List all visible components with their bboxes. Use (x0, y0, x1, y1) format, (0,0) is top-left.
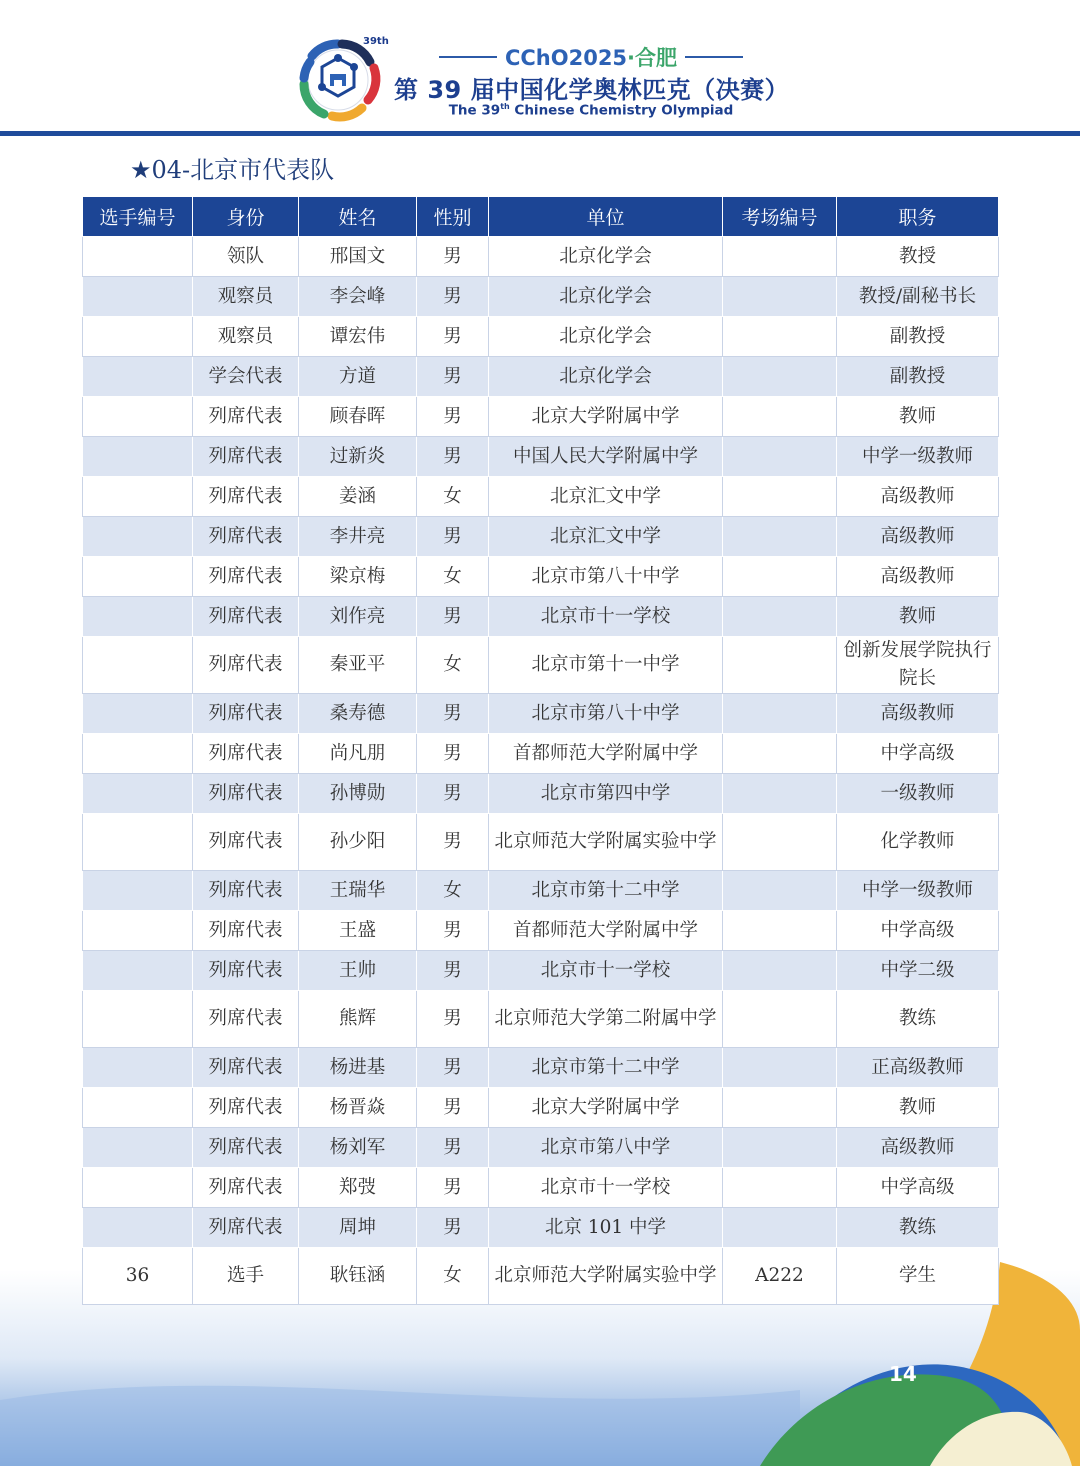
cell-name: 过新炎 (299, 437, 417, 477)
cell-organization: 北京市第八十中学 (489, 694, 723, 734)
event-title-en-suffix: Chinese Chemistry Olympiad (509, 102, 734, 119)
cell-contestant-id (83, 774, 193, 814)
cell-name: 李会峰 (299, 277, 417, 317)
cell-role: 列席代表 (193, 477, 299, 517)
cell-role: 列席代表 (193, 1128, 299, 1168)
cell-position: 高级教师 (837, 694, 999, 734)
cell-contestant-id (83, 1088, 193, 1128)
cell-position: 中学高级 (837, 911, 999, 951)
cell-organization: 中国人民大学附属中学 (489, 437, 723, 477)
column-header-name: 姓名 (299, 197, 417, 237)
cell-position: 教练 (837, 991, 999, 1048)
cell-exam-room (723, 237, 837, 277)
table-body (83, 237, 999, 1305)
cell-position: 中学一级教师 (837, 437, 999, 477)
cell-organization: 北京师范大学附属实验中学 (489, 814, 723, 871)
cell-contestant-id (83, 237, 193, 277)
table-header-row (83, 197, 999, 237)
table-row (83, 237, 999, 277)
cell-organization: 北京市第十二中学 (489, 1048, 723, 1088)
cell-exam-room (723, 1128, 837, 1168)
cell-gender: 男 (417, 437, 489, 477)
cell-role: 列席代表 (193, 694, 299, 734)
table-row (83, 734, 999, 774)
cell-gender: 男 (417, 597, 489, 637)
cell-exam-room (723, 597, 837, 637)
cell-position: 中学高级 (837, 734, 999, 774)
cell-name: 孙少阳 (299, 814, 417, 871)
cell-organization: 北京化学会 (489, 357, 723, 397)
cell-organization: 北京大学附属中学 (489, 397, 723, 437)
cell-name: 邢国文 (299, 237, 417, 277)
cell-gender: 男 (417, 397, 489, 437)
olympiad-logo-icon (292, 34, 384, 126)
cell-contestant-id: 36 (83, 1248, 193, 1305)
cell-name: 王瑞华 (299, 871, 417, 911)
table-row (83, 991, 999, 1048)
cell-organization: 北京市十一学校 (489, 597, 723, 637)
event-title-cn: 第 39 届中国化学奥林匹克（决赛） (394, 76, 790, 104)
table-row (83, 437, 999, 477)
cell-organization: 首都师范大学附属中学 (489, 911, 723, 951)
cell-position: 教师 (837, 397, 999, 437)
event-rule-left (439, 56, 497, 58)
event-title-en-sup: th (500, 102, 510, 111)
cell-position: 教师 (837, 597, 999, 637)
cell-organization: 北京汇文中学 (489, 517, 723, 557)
cell-gender: 男 (417, 1128, 489, 1168)
cell-position: 副教授 (837, 357, 999, 397)
cell-position: 化学教师 (837, 814, 999, 871)
cell-contestant-id (83, 637, 193, 694)
cell-contestant-id (83, 911, 193, 951)
cell-name: 杨刘军 (299, 1128, 417, 1168)
cell-gender: 男 (417, 1088, 489, 1128)
column-header-exam-room: 考场编号 (723, 197, 837, 237)
cell-contestant-id (83, 397, 193, 437)
column-header-organization: 单位 (489, 197, 723, 237)
cell-contestant-id (83, 517, 193, 557)
cell-gender: 男 (417, 317, 489, 357)
cell-exam-room (723, 397, 837, 437)
cell-name: 郑弢 (299, 1168, 417, 1208)
cell-contestant-id (83, 991, 193, 1048)
cell-organization: 北京 101 中学 (489, 1208, 723, 1248)
table-row (83, 1048, 999, 1088)
cell-contestant-id (83, 951, 193, 991)
cell-role: 列席代表 (193, 734, 299, 774)
cell-role: 观察员 (193, 317, 299, 357)
cell-gender: 男 (417, 951, 489, 991)
table-row (83, 637, 999, 694)
cell-organization: 首都师范大学附属中学 (489, 734, 723, 774)
cell-role: 选手 (193, 1248, 299, 1305)
cell-name: 王盛 (299, 911, 417, 951)
table-row (83, 1168, 999, 1208)
cell-role: 列席代表 (193, 437, 299, 477)
cell-organization: 北京市第十一中学 (489, 637, 723, 694)
cell-role: 列席代表 (193, 871, 299, 911)
event-title-en (432, 102, 750, 119)
cell-organization: 北京市十一学校 (489, 1168, 723, 1208)
column-header-position: 职务 (837, 197, 999, 237)
column-header-gender: 性别 (417, 197, 489, 237)
cell-position: 教练 (837, 1208, 999, 1248)
cell-gender: 女 (417, 557, 489, 597)
cell-exam-room (723, 317, 837, 357)
cell-gender: 男 (417, 774, 489, 814)
cell-name: 杨晋焱 (299, 1088, 417, 1128)
cell-position: 高级教师 (837, 517, 999, 557)
cell-name: 尚凡朋 (299, 734, 417, 774)
cell-organization: 北京市第八十中学 (489, 557, 723, 597)
cell-exam-room (723, 557, 837, 597)
cell-name: 桑寿德 (299, 694, 417, 734)
cell-role: 观察员 (193, 277, 299, 317)
cell-organization: 北京化学会 (489, 237, 723, 277)
cell-name: 耿钰涵 (299, 1248, 417, 1305)
cell-gender: 男 (417, 237, 489, 277)
cell-role: 列席代表 (193, 1088, 299, 1128)
cell-role: 列席代表 (193, 991, 299, 1048)
cell-contestant-id (83, 1048, 193, 1088)
cell-position: 学生 (837, 1248, 999, 1305)
cell-contestant-id (83, 277, 193, 317)
cell-exam-room (723, 637, 837, 694)
cell-exam-room (723, 1208, 837, 1248)
cell-name: 李井亮 (299, 517, 417, 557)
cell-gender: 男 (417, 991, 489, 1048)
cell-position: 教师 (837, 1088, 999, 1128)
cell-contestant-id (83, 871, 193, 911)
column-header-role: 身份 (193, 197, 299, 237)
cell-name: 熊辉 (299, 991, 417, 1048)
cell-exam-room (723, 277, 837, 317)
star-icon: ★ (130, 156, 152, 184)
table-row (83, 951, 999, 991)
header-divider (0, 131, 1080, 136)
cell-position: 副教授 (837, 317, 999, 357)
table-row (83, 1248, 999, 1305)
cell-name: 王帅 (299, 951, 417, 991)
cell-exam-room (723, 437, 837, 477)
logo-superscript: 39th (363, 36, 389, 47)
column-header-contestant-id: 选手编号 (83, 197, 193, 237)
cell-name: 孙博勋 (299, 774, 417, 814)
section-title (130, 150, 334, 185)
cell-organization: 北京师范大学第二附属中学 (489, 991, 723, 1048)
cell-position: 高级教师 (837, 1128, 999, 1168)
cell-role: 列席代表 (193, 397, 299, 437)
table-row (83, 477, 999, 517)
cell-gender: 男 (417, 1208, 489, 1248)
cell-exam-room (723, 911, 837, 951)
cell-exam-room: A222 (723, 1248, 837, 1305)
cell-contestant-id (83, 317, 193, 357)
cell-gender: 男 (417, 1168, 489, 1208)
cell-contestant-id (83, 437, 193, 477)
cell-contestant-id (83, 694, 193, 734)
cell-name: 周坤 (299, 1208, 417, 1248)
cell-exam-room (723, 357, 837, 397)
cell-role: 列席代表 (193, 951, 299, 991)
cell-role: 列席代表 (193, 517, 299, 557)
table-row (83, 1088, 999, 1128)
cell-gender: 男 (417, 734, 489, 774)
cell-exam-room (723, 477, 837, 517)
cell-organization: 北京化学会 (489, 277, 723, 317)
table-row (83, 814, 999, 871)
table-row (83, 317, 999, 357)
cell-organization: 北京师范大学附属实验中学 (489, 1248, 723, 1305)
cell-gender: 男 (417, 814, 489, 871)
event-code-text: CChO2025 (504, 46, 628, 70)
cell-organization: 北京市第八中学 (489, 1128, 723, 1168)
cell-name: 谭宏伟 (299, 317, 417, 357)
cell-gender: 男 (417, 277, 489, 317)
cell-position: 一级教师 (837, 774, 999, 814)
cell-contestant-id (83, 477, 193, 517)
cell-organization: 北京市第十二中学 (489, 871, 723, 911)
roster-table (82, 196, 999, 1305)
cell-role: 列席代表 (193, 1208, 299, 1248)
cell-name: 姜涵 (299, 477, 417, 517)
cell-role: 列席代表 (193, 814, 299, 871)
page-header (0, 0, 1080, 136)
cell-role: 列席代表 (193, 1168, 299, 1208)
cell-contestant-id (83, 1208, 193, 1248)
cell-position: 高级教师 (837, 477, 999, 517)
cell-contestant-id (83, 734, 193, 774)
cell-gender: 女 (417, 871, 489, 911)
cell-role: 列席代表 (193, 911, 299, 951)
cell-name: 顾春晖 (299, 397, 417, 437)
section-title-text: 04-北京市代表队 (151, 156, 335, 184)
cell-exam-room (723, 1088, 837, 1128)
table-row (83, 557, 999, 597)
cell-contestant-id (83, 814, 193, 871)
cell-role: 列席代表 (193, 597, 299, 637)
cell-name: 杨进基 (299, 1048, 417, 1088)
cell-exam-room (723, 774, 837, 814)
cell-organization: 北京市十一学校 (489, 951, 723, 991)
cell-gender: 女 (417, 477, 489, 517)
event-city: ·合肥 (627, 46, 678, 70)
event-line (432, 44, 750, 70)
cell-position: 教授/副秘书长 (837, 277, 999, 317)
cell-organization: 北京汇文中学 (489, 477, 723, 517)
cell-name: 秦亚平 (299, 637, 417, 694)
cell-contestant-id (83, 557, 193, 597)
cell-gender: 男 (417, 694, 489, 734)
cell-organization: 北京市第四中学 (489, 774, 723, 814)
cell-contestant-id (83, 597, 193, 637)
cell-exam-room (723, 991, 837, 1048)
cell-exam-room (723, 734, 837, 774)
table-row (83, 774, 999, 814)
table-row (83, 694, 999, 734)
cell-role: 学会代表 (193, 357, 299, 397)
table-row (83, 1208, 999, 1248)
cell-organization: 北京大学附属中学 (489, 1088, 723, 1128)
cell-gender: 男 (417, 911, 489, 951)
table-row (83, 357, 999, 397)
table-row (83, 911, 999, 951)
cell-exam-room (723, 871, 837, 911)
cell-position: 中学一级教师 (837, 871, 999, 911)
cell-exam-room (723, 1168, 837, 1208)
cell-position: 中学二级 (837, 951, 999, 991)
event-rule-right (685, 56, 743, 58)
cell-contestant-id (83, 357, 193, 397)
cell-role: 列席代表 (193, 637, 299, 694)
table-row (83, 1128, 999, 1168)
cell-contestant-id (83, 1168, 193, 1208)
cell-name: 刘作亮 (299, 597, 417, 637)
cell-gender: 女 (417, 637, 489, 694)
cell-exam-room (723, 517, 837, 557)
cell-name: 梁京梅 (299, 557, 417, 597)
cell-gender: 男 (417, 357, 489, 397)
table-row (83, 517, 999, 557)
cell-gender: 男 (417, 1048, 489, 1088)
cell-contestant-id (83, 1128, 193, 1168)
cell-position: 高级教师 (837, 557, 999, 597)
cell-exam-room (723, 694, 837, 734)
event-title-en-prefix: The 39 (448, 102, 501, 119)
cell-position: 创新发展学院执行院长 (837, 637, 999, 694)
cell-role: 领队 (193, 237, 299, 277)
cell-organization: 北京化学会 (489, 317, 723, 357)
cell-role: 列席代表 (193, 1048, 299, 1088)
cell-role: 列席代表 (193, 557, 299, 597)
cell-exam-room (723, 951, 837, 991)
cell-exam-room (723, 1048, 837, 1088)
table-row (83, 871, 999, 911)
cell-gender: 男 (417, 517, 489, 557)
table-row (83, 397, 999, 437)
cell-role: 列席代表 (193, 774, 299, 814)
cell-position: 正高级教师 (837, 1048, 999, 1088)
cell-position: 教授 (837, 237, 999, 277)
cell-name: 方道 (299, 357, 417, 397)
cell-exam-room (723, 814, 837, 871)
event-code (505, 42, 677, 72)
table-row (83, 597, 999, 637)
cell-gender: 女 (417, 1248, 489, 1305)
cell-position: 中学高级 (837, 1168, 999, 1208)
table-row (83, 277, 999, 317)
page-number: 14 (889, 1362, 917, 1386)
